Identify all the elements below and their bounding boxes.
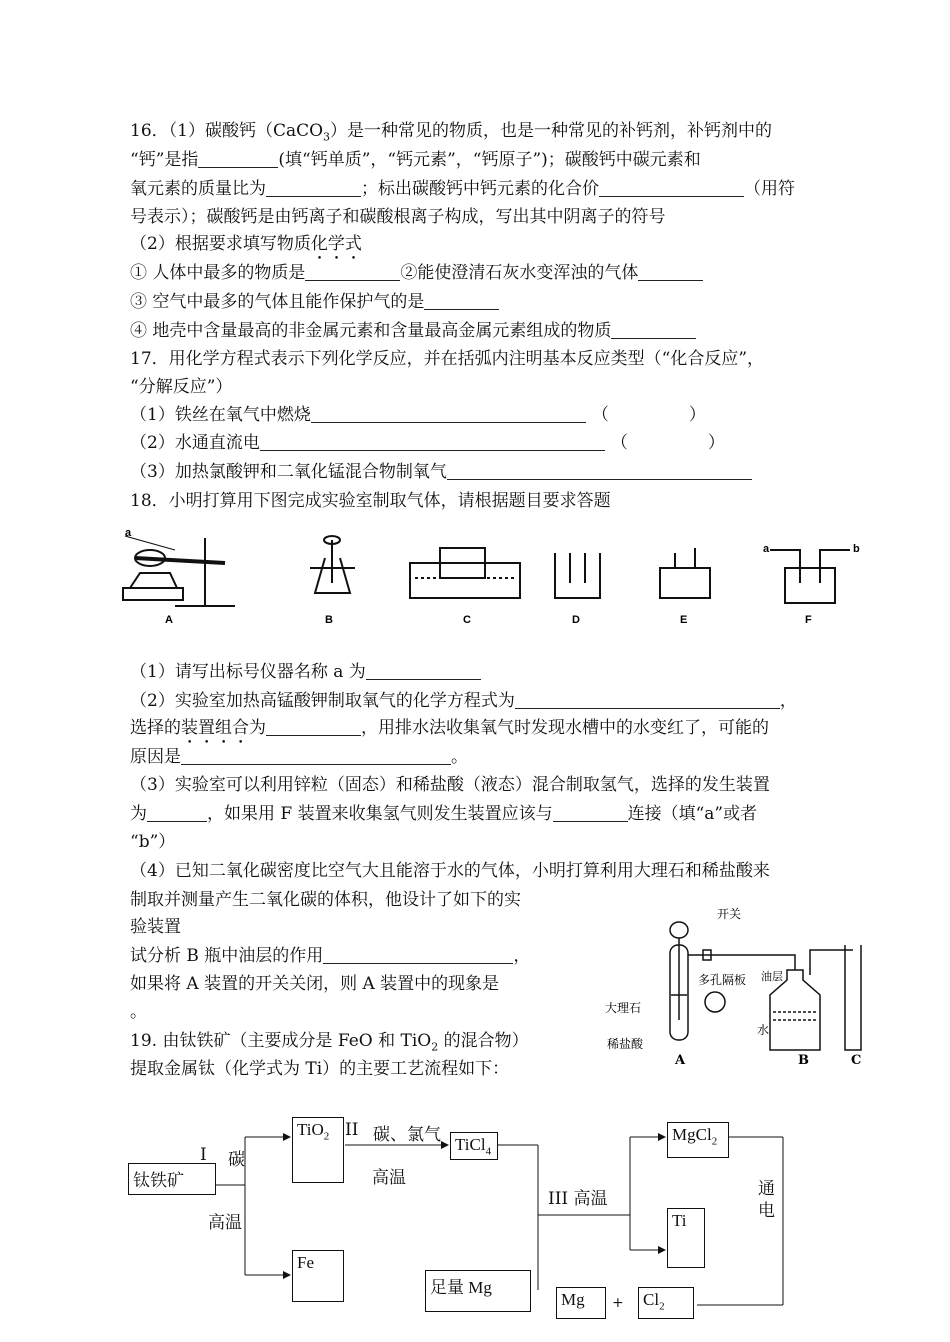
q18-s4: （4）已知二氧化碳密度比空气大且能溶于水的气体，小明打算利用大理石和稀盐酸来 (130, 861, 770, 881)
q17-r1: （1）铁丝在氧气中燃烧 （ ） (130, 405, 706, 425)
answer-blank[interactable] (147, 805, 207, 822)
label-C: C (851, 1053, 862, 1068)
apparatus-figure (115, 528, 875, 628)
q16-line3: 氧元素的质量比为 ；标出碳酸钙中钙元素的化合价 （用符 (130, 179, 795, 199)
electrolysis-1: 通 (758, 1179, 775, 1199)
answer-blank[interactable] (198, 151, 278, 168)
q17-line1: 17．用化学方程式表示下列化学反应，并在括弧内注明基本反应类型（“化合反应”， (130, 349, 765, 369)
plus-sign: + (612, 1295, 624, 1311)
q16-item1: ① 人体中最多的物质是 ②能使澄清石灰水变浑浊的气体 (130, 262, 703, 284)
q18-s3-line2: 为 ，如果用 F 装置来收集氢气则发生装置应该与 连接（填“a”或者 (130, 804, 758, 824)
electrolysis-2: 电 (758, 1201, 775, 1221)
fig-label-D: D (572, 614, 580, 626)
q18-line1: 18．小明打算用下图完成实验室制取气体，请根据题目要求答题 (130, 491, 611, 511)
fig-label-E: E (680, 614, 688, 626)
q18-s1: （1）请写出标号仪器名称 a 为 (130, 661, 481, 683)
box-mgcl2: MgCl$_2$ (667, 1122, 729, 1158)
q16-item3: ③ 空气中最多的气体且能作保护气的是 (130, 291, 499, 313)
answer-blank[interactable] (447, 463, 752, 480)
step-1: I (200, 1145, 207, 1165)
answer-blank[interactable] (424, 293, 499, 310)
hot-label-2: 高温 (372, 1168, 406, 1188)
box-tio2: TiO$_2$ (292, 1117, 344, 1183)
label-marble: 大理石 (605, 1001, 642, 1015)
answer-blank[interactable] (260, 434, 605, 451)
label-a-port: a (763, 543, 770, 555)
box-ticl4: TiCl$_4$ (450, 1132, 498, 1160)
label-switch: 开关 (717, 907, 742, 921)
label-a: a (125, 528, 132, 539)
label-b-port: b (853, 543, 860, 555)
fig-label-A: A (165, 614, 173, 626)
label-A: A (675, 1053, 686, 1068)
q16-line2: “钙”是指 (填“钙单质”，“钙元素”，“钙原子”)；碳酸钙中碳元素和 (130, 150, 701, 170)
label-B: B (798, 1053, 809, 1068)
box-ore: 钛铁矿 (128, 1163, 216, 1195)
answer-blank[interactable] (553, 805, 628, 822)
fig-label-F: F (805, 614, 812, 626)
box-mg-excess: 足量 Mg (425, 1270, 531, 1312)
q18-s2-line2: 选择的装置组合为 ，用排水法收集氧气时发现水槽中的水变红了，可能的 (130, 718, 769, 738)
q17-r3: （3）加热氯酸钾和二氧化锰混合物制氧气 (130, 461, 752, 483)
answer-blank[interactable] (611, 322, 696, 339)
fig-label-B: B (325, 614, 333, 626)
answer-blank[interactable] (266, 180, 361, 197)
q17-r2: （2）水通直流电 （ ） (130, 433, 725, 453)
answer-blank[interactable] (181, 748, 451, 765)
answer-blank[interactable] (638, 264, 703, 281)
box-fe: Fe (292, 1250, 344, 1302)
answer-blank[interactable] (323, 947, 513, 964)
q18-s4-line6: 。 (130, 1002, 147, 1022)
q18-s4-line3: 验装置 (130, 917, 181, 937)
q19-line2: 提取金属钛（化学式为 Ti）的主要工艺流程如下： (130, 1059, 510, 1079)
q18-s4-line2: 制取并测量产生二氧化碳的体积，他设计了如下的实 (130, 890, 521, 910)
label-porous: 多孔隔板 (698, 973, 747, 987)
q16-line1: 16．（1）碳酸钙（CaCO$_3$）是一种常见的物质，也是一种常见的补钙剂，补钙剂中的 (130, 121, 773, 144)
q16-line4: 号表示）；碳酸钙是由钙离子和碳酸根离子构成，写出其中阴离子的符号 (130, 207, 666, 227)
q18-s3: （3）实验室可以利用锌粒（固态）和稀盐酸（液态）混合制取氢气，选择的发生装置 (130, 775, 770, 795)
answer-blank[interactable] (311, 406, 586, 423)
q18-s3-line3: “b”） (130, 832, 176, 852)
reagent-label: 碳、氯气 (373, 1125, 441, 1145)
co2-apparatus-figure (595, 900, 875, 1070)
answer-blank[interactable] (515, 692, 780, 709)
q18-s2: （2）实验室加热高锰酸钾制取氧气的化学方程式为 ， (130, 691, 797, 711)
hot-label-1: 高温 (208, 1213, 242, 1233)
box-cl2: $Cl_2$ (638, 1287, 694, 1319)
box-ti: Ti (667, 1208, 705, 1268)
fig-label-C: C (463, 614, 471, 626)
q18-s4-line4: 试分析 B 瓶中油层的作用 ， (130, 946, 531, 966)
q18-s4-line5: 如果将 A 装置的开关关闭，则 A 装置中的现象是 (130, 974, 500, 994)
q16-part2: （2）根据要求填写物质化学式 (130, 234, 362, 254)
step-2: II (345, 1120, 359, 1140)
q17-line2: “分解反应”） (130, 377, 233, 397)
carbon-label: 碳 (228, 1150, 245, 1170)
answer-blank[interactable] (266, 719, 361, 736)
q18-s2-line3: 原因是 。 (130, 747, 468, 767)
label-acid: 稀盐酸 (607, 1037, 644, 1051)
q16-item4: ④ 地壳中含量最高的非金属元素和含量最高金属元素组成的物质 (130, 320, 696, 342)
answer-blank[interactable] (366, 663, 481, 680)
label-oil: 油层 (761, 970, 783, 983)
q19-line1: 19. 由钛铁矿（主要成分是 FeO 和 TiO$_2$ 的混合物） (130, 1031, 529, 1054)
box-mg: Mg (556, 1287, 606, 1319)
answer-blank[interactable] (305, 264, 400, 281)
label-water: 水 (757, 1023, 770, 1037)
answer-blank[interactable] (599, 180, 744, 197)
step-3: III 高温 (548, 1189, 608, 1209)
